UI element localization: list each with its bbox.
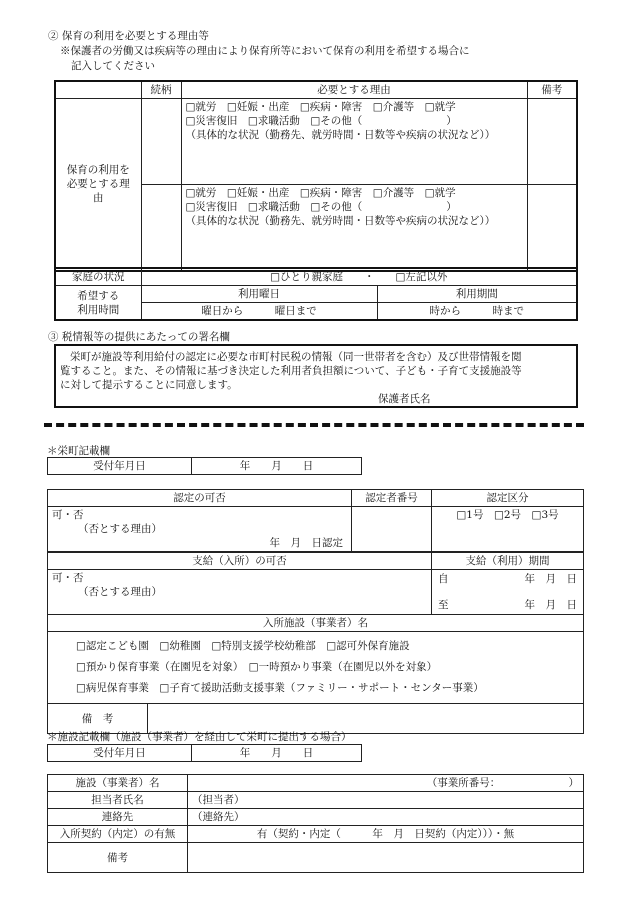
use-days-value[interactable]: 曜日から 曜日まで [141, 303, 377, 321]
facility-name-label: 施設（事業者）名 [48, 775, 188, 792]
contract-value[interactable]: 有（契約・内定（ 年 月 日契約（内定）））・無 [188, 826, 584, 843]
payment-table [47, 552, 584, 615]
approver-number-header: 認定者番号 [352, 490, 432, 507]
family-options[interactable]: □ひとり親家庭 ・ □左記以外 [141, 268, 577, 286]
section2-title: ② 保育の利用を必要とする理由等 [48, 30, 209, 42]
relation-header: 続柄 [141, 81, 181, 99]
approval-header: 認定の可否 [48, 490, 352, 507]
class-header: 認定区分 [432, 490, 584, 507]
section3-title: ③ 税情報等の提供にあたっての署名欄 [48, 331, 230, 343]
contact-label: 連絡先 [48, 809, 188, 826]
contact-value[interactable]: （連絡先） [188, 809, 584, 826]
payment-period-header: 支給（利用）期間 [432, 553, 584, 570]
approval-reason: （否とする理由） [78, 523, 162, 535]
period-from-row[interactable]: 自 年 月 日 [438, 573, 577, 585]
reason-row-label: 保育の利用を必要とする理由 [55, 99, 141, 271]
payment-yesno[interactable]: 可・否 [52, 572, 84, 584]
reason-options-2[interactable]: □災害復旧 □求職活動 □その他（ ） [185, 115, 457, 127]
reason-options[interactable]: □就労 □妊娠・出産 □疾病・障害 □介護等 □就学 [185, 101, 456, 113]
family-label: 家庭の状況 [55, 268, 141, 286]
family-table [54, 267, 578, 321]
payment-cell[interactable] [48, 570, 432, 615]
section2-note: ※保護者の労働又は疾病等の理由により保育所等において保育の利用を希望する場合に [60, 45, 470, 57]
guardian-signature-label[interactable]: 保護者氏名 [378, 393, 431, 405]
facility-options-2[interactable]: □預かり保育事業（在園児を対象） □一時預かり事業（在園児以外を対象） [76, 661, 438, 673]
approval-table [47, 489, 584, 552]
facility-receipt-value[interactable]: 年 月 日 [192, 745, 362, 762]
facility-section-title: ＊施設記載欄（施設（事業者）を経由して栄町に提出する場合） [47, 731, 352, 743]
facility-office-number[interactable]: （事業所番号： ） [188, 775, 584, 792]
use-days-header: 利用曜日 [141, 286, 377, 303]
facility-type-options[interactable] [48, 632, 584, 704]
receipt-date-label: 受付年月日 [48, 458, 192, 475]
cut-line [44, 423, 584, 427]
facility-receipt-label: 受付年月日 [48, 745, 192, 762]
facility-options-3[interactable]: □病児保育事業 □子育て援助活動支援事業（ファミリー・サポート・センター事業） [76, 682, 484, 694]
section2-note-cont: 記入してください [71, 60, 155, 72]
person-label: 担当者氏名 [48, 792, 188, 809]
use-period-value[interactable]: 時から 時まで [377, 303, 577, 321]
class-options[interactable]: □1号 □2号 □3号 [432, 507, 584, 552]
remarks-header: 備考 [527, 81, 577, 99]
approver-number-cell[interactable] [352, 507, 432, 552]
period-to-row[interactable]: 至 年 月 日 [438, 599, 577, 611]
receipt-date-value[interactable]: 年 月 日 [192, 458, 362, 475]
payment-header: 支給（入所）の可否 [48, 553, 432, 570]
reason-options[interactable]: □就労 □妊娠・出産 □疾病・障害 □介護等 □就学 [185, 187, 456, 199]
facility-type-header: 入所施設（事業者）名 [48, 615, 584, 632]
reason-header: 必要とする理由 [181, 81, 527, 99]
remarks-cell[interactable] [527, 185, 577, 271]
consent-text-2: 覧すること。また、その情報に基づき決定した利用者負担額について、子ども・子育て支援施設等 [60, 365, 522, 377]
remarks-cell[interactable] [527, 99, 577, 185]
facility-remarks-label: 備考 [48, 843, 188, 873]
approval-yesno[interactable]: 可・否 [52, 509, 84, 521]
relation-cell[interactable] [141, 185, 181, 271]
payment-reason: （否とする理由） [78, 586, 162, 598]
facility-options-1[interactable]: □認定こども園 □幼稚園 □特別支援学校幼稚部 □認可外保育施設 [76, 640, 410, 652]
consent-text-3: に対して提示することに同意します。 [60, 379, 238, 391]
approval-cell[interactable] [48, 507, 352, 552]
payment-period-cell[interactable] [432, 570, 584, 615]
use-period-header: 利用期間 [377, 286, 577, 303]
consent-text: 栄町が施設等利用給付の認定に必要な市町村民税の情報（同一世帯者を含む）及び世帯情報を閲 [70, 351, 522, 363]
reason-detail: （具体的な状況（勤務先、就労時間・日数等や疾病の状況など）） [185, 215, 496, 227]
consent-box [54, 344, 578, 408]
facility-info-table [47, 774, 584, 873]
contract-label: 入所契約（内定）の有無 [48, 826, 188, 843]
reason-cell[interactable] [181, 185, 527, 271]
facility-receipt-table [47, 744, 362, 762]
relation-cell[interactable] [141, 99, 181, 185]
office-remarks-label: 備 考 [48, 704, 148, 734]
facility-type-table [47, 614, 584, 734]
approval-date[interactable]: 年 月 日認定 [269, 537, 343, 549]
reason-options-2[interactable]: □災害復旧 □求職活動 □その他（ ） [185, 201, 457, 213]
facility-remarks-cell[interactable] [188, 843, 584, 873]
person-value[interactable]: （担当者） [188, 792, 584, 809]
office-section-title: ＊栄町記載欄 [47, 445, 110, 457]
wish-label: 希望する 利用時間 [55, 286, 141, 321]
reason-detail: （具体的な状況（勤務先、就労時間・日数等や疾病の状況など）） [185, 129, 496, 141]
office-receipt-table [47, 457, 362, 475]
reason-table [54, 80, 578, 272]
reason-cell[interactable] [181, 99, 527, 185]
